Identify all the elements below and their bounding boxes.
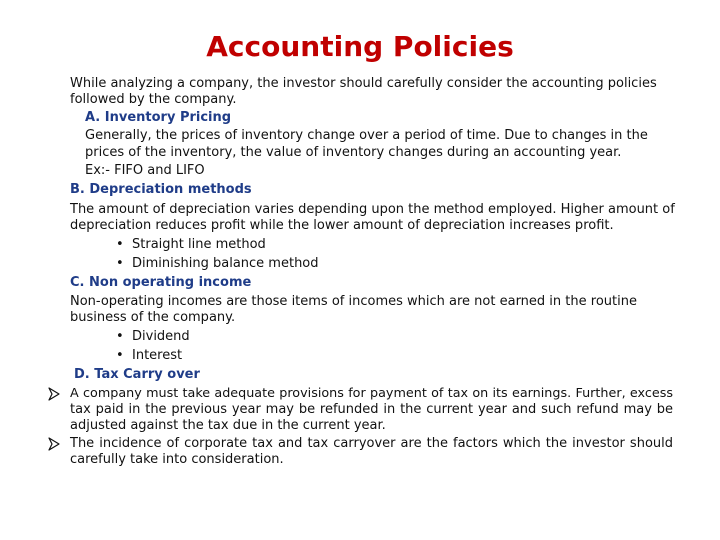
section-a-body-line-1: Generally, the prices of inventory change over a period of time. Due to changes in the	[85, 128, 648, 143]
bullet-dot: •	[116, 256, 124, 271]
point-2-line-1: The incidence of corporate tax and tax carryover are the factors which the investor should	[70, 436, 673, 451]
section-c-bullet-1: Dividend	[132, 329, 190, 344]
slide-title: Accounting Policies	[206, 30, 514, 63]
section-c-heading: C. Non operating income	[70, 275, 252, 290]
section-b-bullet-2: Diminishing balance method	[132, 256, 319, 271]
section-c-bullet-2: Interest	[132, 348, 183, 363]
bullet-dot: •	[116, 348, 124, 363]
section-b-heading: B. Depreciation methods	[70, 182, 252, 197]
point-1-line-3: adjusted against the tax due in the current year.	[70, 418, 386, 433]
intro-line-2: followed by the company.	[70, 92, 237, 107]
section-b-body-line-2: depreciation reduces profit while the lower amount of depreciation increases profit.	[70, 218, 614, 233]
intro-line-1: While analyzing a company, the investor should carefully consider the accounting policies	[70, 76, 657, 91]
section-b-body-line-1: The amount of depreciation varies depending upon the method employed. Higher amount of	[70, 202, 675, 217]
section-b-bullet-1: Straight line method	[132, 237, 266, 252]
section-a-body-line-2: prices of the inventory, the value of inventory changes during an accounting year.	[85, 145, 622, 160]
section-a-example: Ex:- FIFO and LIFO	[85, 163, 205, 178]
point-1-line-2: tax paid in the previous year may be refunded in the current year and such refund may be	[70, 402, 673, 417]
section-a-heading: A. Inventory Pricing	[85, 110, 232, 125]
section-c-body-line-1: Non-operating incomes are those items of incomes which are not earned in the routine	[70, 294, 637, 309]
section-c-body-line-2: business of the company.	[70, 310, 236, 325]
arrow-bullet-icon	[48, 387, 60, 401]
section-d-heading: D. Tax Carry over	[74, 367, 200, 382]
point-1-line-1: A company must take adequate provisions for payment of tax on its earnings. Further, excess	[70, 386, 673, 401]
point-2-line-2: carefully take into consideration.	[70, 452, 284, 467]
bullet-dot: •	[116, 329, 124, 344]
arrow-bullet-icon	[48, 437, 60, 451]
bullet-dot: •	[116, 237, 124, 252]
